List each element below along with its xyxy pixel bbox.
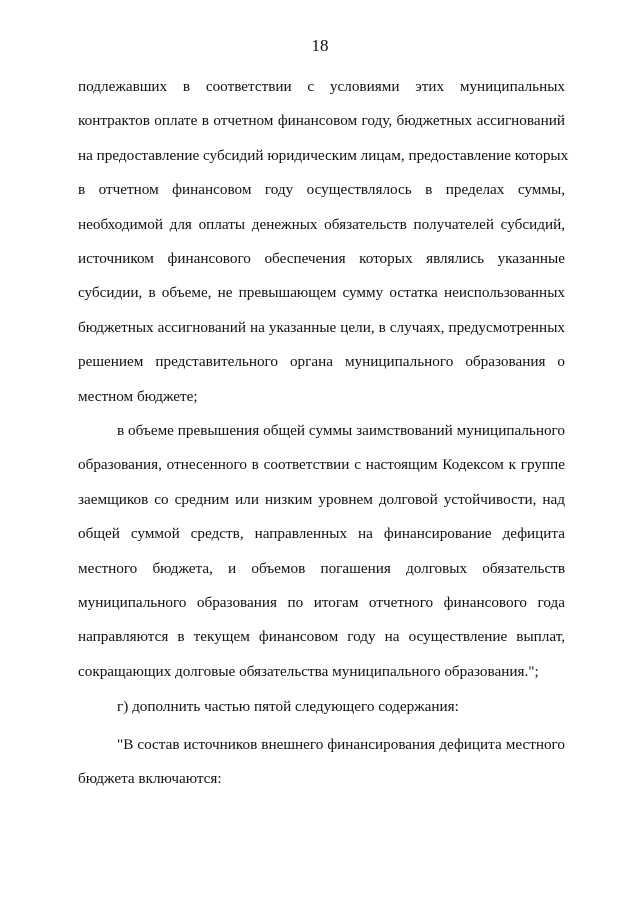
text-line: субсидии, в объеме, не превышающем сумму остатка неиспользованных xyxy=(78,284,565,302)
text-line: в отчетном финансовом году осуществлялось в пределах суммы, xyxy=(78,181,565,199)
text-line: г) дополнить частью пятой следующего содержания: xyxy=(117,698,459,715)
text-line: местного бюджета, и объемов погашения долговых обязательств xyxy=(78,559,565,577)
text-line: бюджетных ассигнований на указанные цели, в случаях, предусмотренных xyxy=(78,318,565,336)
text-line: в объеме превышения общей суммы заимствований муниципального xyxy=(117,422,565,439)
text-line: сокращающих долговые обязательства муниципального образования."; xyxy=(78,662,539,680)
text-line: "В состав источников внешнего финансирования дефицита местного xyxy=(117,736,565,753)
text-line: общей суммой средств, направленных на финансирование дефицита xyxy=(78,525,565,543)
text-line: подлежавших в соответствии с условиями этих муниципальных xyxy=(78,78,565,95)
text-line: на предоставление субсидий юридическим лицам, предоставление которых xyxy=(78,146,569,164)
paragraph-4 xyxy=(78,728,565,797)
paragraph-2 xyxy=(78,414,565,689)
text-line: местном бюджете; xyxy=(78,387,198,405)
text-line: необходимой для оплаты денежных обязательств получателей субсидий, xyxy=(78,215,565,233)
text-line: муниципального образования по итогам отчетного финансового года xyxy=(78,593,565,611)
text-line: бюджета включаются: xyxy=(78,770,222,788)
text-line: образования, отнесенного в соответствии с настоящим Кодексом к группе xyxy=(78,456,565,474)
text-line: источником финансового обеспечения которых являлись указанные xyxy=(78,249,565,267)
page-number: 18 xyxy=(311,36,329,55)
text-line: направляются в текущем финансовом году на осуществление выплат, xyxy=(78,628,565,646)
text-line: контрактов оплате в отчетном финансовом году, бюджетных ассигнований xyxy=(78,112,565,130)
text-line: заемщиков со средним или низким уровнем долговой устойчивости, над xyxy=(78,490,565,508)
paragraph-3 xyxy=(78,690,565,724)
text-line: решением представительного органа муниципального образования о xyxy=(78,353,565,371)
paragraph-1 xyxy=(78,70,569,414)
